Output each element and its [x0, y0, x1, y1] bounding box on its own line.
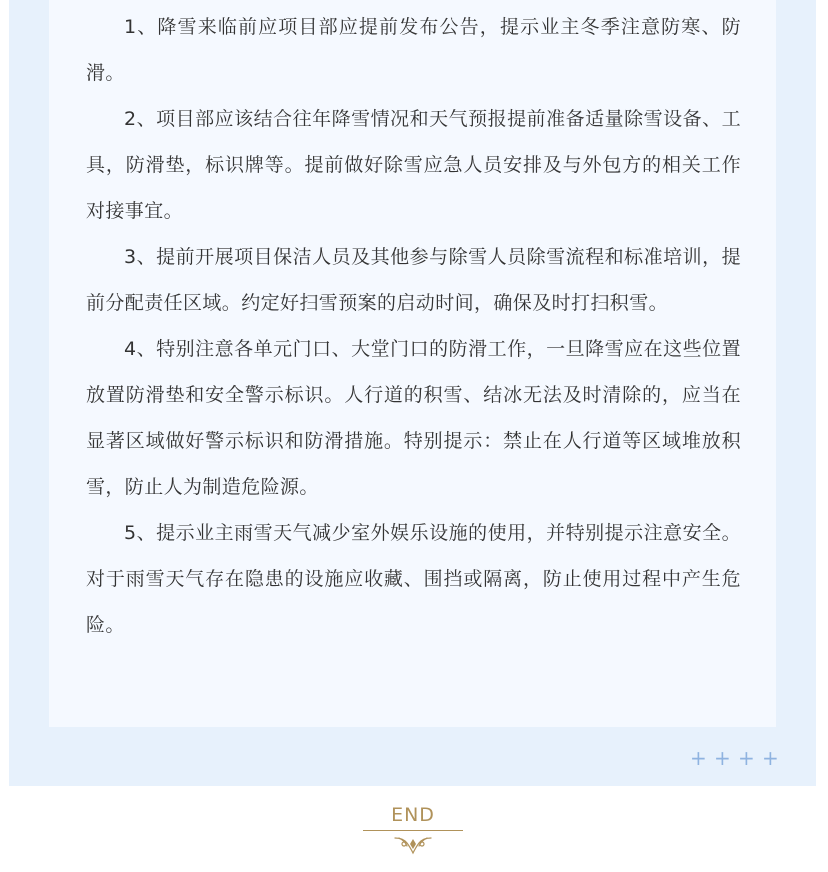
- plus-icon: +: [738, 746, 755, 770]
- gold-flourish-icon: [393, 835, 433, 857]
- plus-decoration: [690, 744, 779, 772]
- end-label: END: [391, 804, 435, 826]
- plus-icon: +: [714, 746, 731, 770]
- paragraph-1: 1、降雪来临前应项目部应提前发布公告，提示业主冬季注意防寒、防滑。: [86, 16, 741, 84]
- paragraph-2: 2、项目部应该结合往年降雪情况和天气预报提前准备适量除雪设备、工具，防滑垫，标识牌等。提前做好除雪应急人员安排及与外包方的相关工作对接事宜。: [86, 108, 741, 222]
- end-divider: [363, 830, 463, 831]
- paragraph-3: 3、提前开展项目保洁人员及其他参与除雪人员除雪流程和标准培训，提前分配责任区域。约定好扫雪预案的启动时间，确保及时打扫积雪。: [86, 246, 741, 314]
- plus-icon: +: [690, 746, 707, 770]
- article-body: [86, 4, 741, 648]
- paragraph-4: 4、特别注意各单元门口、大堂门口的防滑工作，一旦降雪应在这些位置放置防滑垫和安全警示标识。人行道的积雪、结冰无法及时清除的，应当在显著区域做好警示标识和防滑措施。特别提示：禁止在人行道等区域堆放积雪，防止人为制造危险源。: [86, 338, 741, 498]
- paragraph-5: 5、提示业主雨雪天气减少室外娱乐设施的使用，并特别提示注意安全。对于雨雪天气存在隐患的设施应收藏、围挡或隔离，防止使用过程中产生危险。: [86, 522, 741, 636]
- plus-icon: +: [762, 746, 779, 770]
- end-marker: [363, 800, 463, 857]
